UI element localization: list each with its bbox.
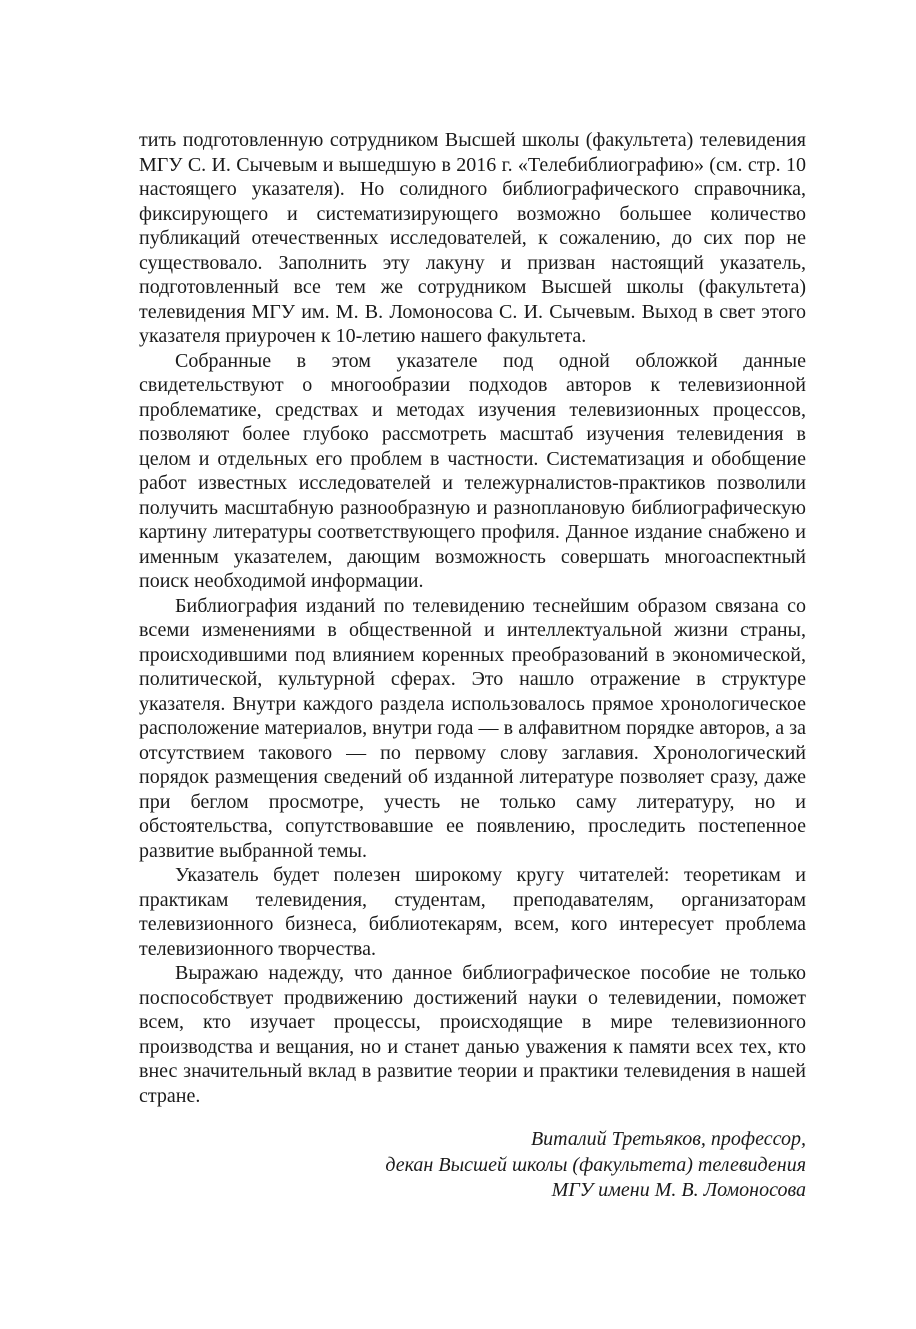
paragraph-5: Выражаю надежду, что данное библиографическое пособие не только поспособствует продвижению достижений науки о телевидении, поможет всем, кто изучает процессы, происходящие в мире телевизионного производства и вещания, но и станет данью уважения к памяти всех тех, кто внес значительный вклад в развитие теории и практики телевидения в нашей стране.: [139, 962, 806, 1107]
paragraph-3: Библиография изданий по телевидению теснейшим образом связана со всеми изменениями в общественной и интеллектуальной жизни страны, происходившими под влиянием коренных преобразований в экономической, политической, культурной сферах. Это нашло отражение в структуре указателя. Внутри каждого раздела использовалось прямое хронологическое расположение материалов, внутри года — в алфавитном порядке авторов, а за отсутствием такового — по первому слову заглавия. Хронологический порядок размещения сведений об изданной литературе позволяет сразу, даже при беглом просмотре, учесть не только саму литературу, но и обстоятельства, сопутствовавшие ее появлению, проследить постепенное развитие выбранной темы.: [139, 594, 806, 862]
paragraph-1: тить подготовленную сотрудником Высшей школы (факультета) телевидения МГУ С. И. Сычевым и вышедшую в 2016 г. «Телебиблиографию» (см. стр. 10 настоящего указателя). Но солидного библиографического справочника, фиксирующего и систематизирующего возможно большее количество публикаций отечественных исследователей, к сожалению, до сих пор не существовало. Заполнить эту лакуну и призван настоящий указатель, подготовленный все тем же сотрудником Высшей школы (факультета) телевидения МГУ им. М. В. Ломоносова С. И. Сычевым. Выход в свет этого указателя приурочен к 10-летию нашего факультета.: [139, 129, 806, 347]
signature-position: декан Высшей школы (факультета) телевидения: [385, 1153, 806, 1176]
paragraph-4: Указатель будет полезен широкому кругу читателей: теоретикам и практикам телевидения, студентам, преподавателям, организаторам телевизионного бизнеса, библиотекарям, всем, кого интересует проблема телевизионного творчества.: [139, 864, 806, 960]
signature-author: Виталий Третьяков, профессор,: [530, 1128, 806, 1150]
signature-block: [385, 1127, 806, 1204]
paragraph-2: Собранные в этом указателе под одной обложкой данные свидетельствуют о многообразии подходов авторов к телевизионной проблематике, средствах и методах изучения телевизионных процессов, позволяют более глубоко рассмотреть масштаб изучения телевидения в целом и отдельных его проблем в частности. Систематизация и обобщение работ известных исследователей и тележурналистов-практиков позволили получить масштабную разнообразную и разноплановую библиографическую картину литературы соответствующего профиля. Данное издание снабжено и именным указателем, дающим возможность совершать многоаспектный поиск необходимой информации.: [139, 349, 806, 592]
body-text: [139, 128, 806, 1108]
signature-institution: МГУ имени М. В. Ломоносова: [551, 1179, 806, 1201]
